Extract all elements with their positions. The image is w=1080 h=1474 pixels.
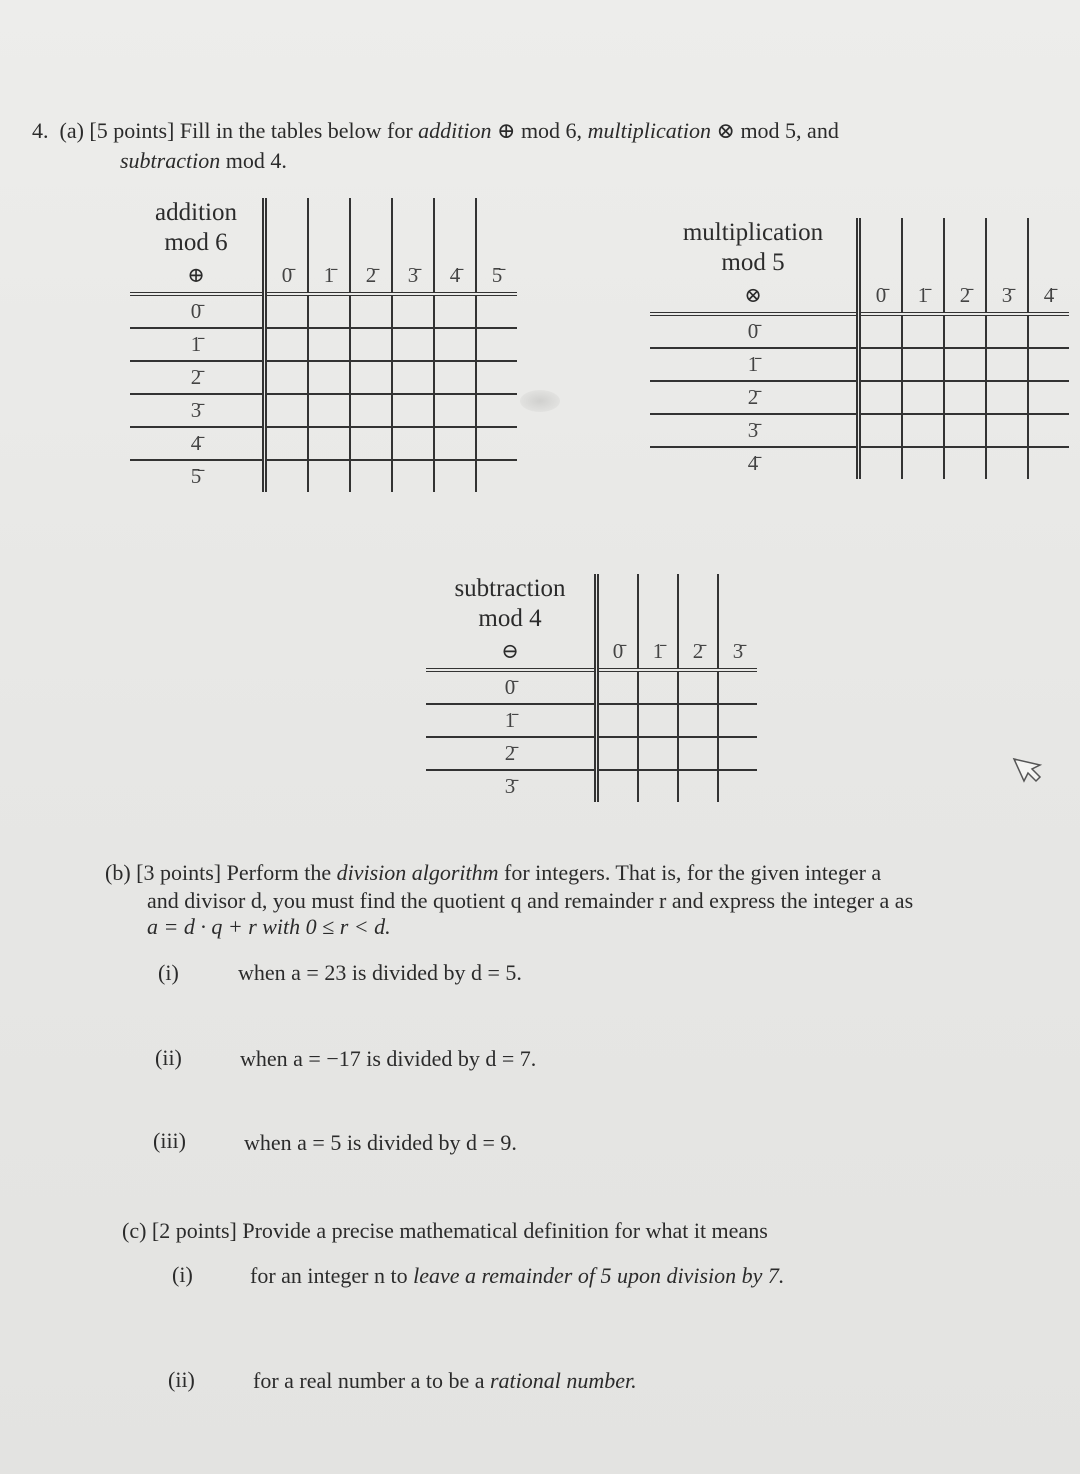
multiplication-col-header: 4̄ bbox=[1043, 282, 1055, 307]
multiplication-answer-cell[interactable] bbox=[1028, 348, 1069, 381]
multiplication-answer-cell[interactable] bbox=[859, 348, 903, 381]
subtraction-answer-cell[interactable] bbox=[638, 770, 678, 802]
multiplication-row-header: 3̄ bbox=[747, 418, 759, 442]
part-c-intro: Provide a precise mathematical definition for what it means bbox=[242, 1218, 768, 1243]
subtraction-answer-cell[interactable] bbox=[678, 770, 718, 802]
addition-answer-cell[interactable] bbox=[392, 427, 434, 460]
part-b-item-2-text: when a = −17 is divided by d = 7. bbox=[240, 1046, 537, 1071]
subtraction-answer-cell[interactable] bbox=[638, 670, 678, 704]
part-b-points: [3 points] bbox=[136, 860, 222, 885]
subtraction-grid bbox=[426, 574, 757, 802]
part-b-line3: a = d · q + r with 0 ≤ r < d. bbox=[147, 914, 391, 939]
multiplication-answer-cell[interactable] bbox=[902, 348, 944, 381]
subtraction-answer-cell[interactable] bbox=[678, 737, 718, 770]
addition-answer-cell[interactable] bbox=[434, 328, 476, 361]
part-a-label: (a) bbox=[59, 118, 84, 143]
part-b-text-a: Perform the bbox=[226, 860, 332, 885]
multiplication-answer-cell[interactable] bbox=[1028, 414, 1069, 447]
smudge bbox=[520, 390, 560, 412]
addition-title-1: addition bbox=[155, 199, 237, 226]
addition-answer-cell[interactable] bbox=[434, 294, 476, 328]
addition-answer-cell[interactable] bbox=[265, 460, 309, 492]
subtraction-col-header: 3̄ bbox=[732, 638, 744, 663]
addition-answer-cell[interactable] bbox=[476, 460, 517, 492]
addition-grid bbox=[130, 198, 517, 492]
addition-answer-cell[interactable] bbox=[392, 361, 434, 394]
addition-answer-cell[interactable] bbox=[476, 328, 517, 361]
subtraction-answer-cell[interactable] bbox=[678, 704, 718, 737]
subtraction-col-header: 0̄ bbox=[612, 638, 624, 663]
subtraction-answer-cell[interactable] bbox=[678, 670, 718, 704]
addition-answer-cell[interactable] bbox=[308, 394, 350, 427]
multiplication-col-header: 3̄ bbox=[1001, 282, 1013, 307]
addition-answer-cell[interactable] bbox=[350, 294, 392, 328]
subtraction-answer-cell[interactable] bbox=[597, 770, 639, 802]
part-a-points: [5 points] bbox=[89, 118, 175, 143]
addition-answer-cell[interactable] bbox=[308, 361, 350, 394]
multiplication-row-header: 2̄ bbox=[747, 385, 759, 409]
part-a-text-2: mod 4. bbox=[225, 148, 287, 173]
subtraction-op-symbol-icon: ⊖ bbox=[501, 638, 519, 663]
addition-answer-cell[interactable] bbox=[350, 427, 392, 460]
addition-row-header: 3̄ bbox=[190, 398, 202, 422]
subtraction-answer-cell[interactable] bbox=[718, 704, 757, 737]
addition-answer-cell[interactable] bbox=[392, 460, 434, 492]
part-b-text-b: for integers. That is, for the given integer a bbox=[504, 860, 882, 885]
multiplication-answer-cell[interactable] bbox=[986, 414, 1028, 447]
multiplication-grid bbox=[650, 218, 1069, 479]
addition-answer-cell[interactable] bbox=[350, 361, 392, 394]
addition-answer-cell[interactable] bbox=[350, 328, 392, 361]
multiplication-answer-cell[interactable] bbox=[902, 314, 944, 348]
addition-answer-cell[interactable] bbox=[308, 460, 350, 492]
subtraction-row-header: 0̄ bbox=[504, 675, 516, 699]
addition-col-header: 3̄ bbox=[407, 262, 419, 287]
part-c-item-1-num: (i) bbox=[172, 1262, 193, 1287]
subtraction-word: subtraction bbox=[120, 148, 221, 173]
multiplication-answer-cell[interactable] bbox=[859, 447, 903, 479]
multiplication-answer-cell[interactable] bbox=[1028, 447, 1069, 479]
addition-answer-cell[interactable] bbox=[265, 427, 309, 460]
addition-answer-cell[interactable] bbox=[265, 328, 309, 361]
multiplication-answer-cell[interactable] bbox=[902, 414, 944, 447]
multiplication-title-1: multiplication bbox=[682, 219, 824, 246]
addition-answer-cell[interactable] bbox=[265, 361, 309, 394]
subtraction-answer-cell[interactable] bbox=[638, 737, 678, 770]
addition-row-header: 2̄ bbox=[190, 365, 202, 389]
addition-col-header: 1̄ bbox=[323, 262, 335, 287]
subtraction-title-2: mod 4 bbox=[478, 605, 542, 632]
multiplication-answer-cell[interactable] bbox=[859, 381, 903, 414]
part-b-line1 bbox=[105, 860, 881, 886]
multiplication-col-header: 2̄ bbox=[959, 282, 971, 307]
part-c-item-1-text-em: leave a remainder of 5 upon division by 7. bbox=[413, 1263, 785, 1288]
multiplication-answer-cell[interactable] bbox=[902, 447, 944, 479]
addition-answer-cell[interactable] bbox=[434, 394, 476, 427]
addition-word: addition bbox=[418, 118, 492, 143]
addition-answer-cell[interactable] bbox=[434, 460, 476, 492]
multiplication-answer-cell[interactable] bbox=[859, 314, 903, 348]
part-b-item-3-text: when a = 5 is divided by d = 9. bbox=[244, 1130, 517, 1155]
part-b-line2: and divisor d, you must find the quotient q and remainder r and express the integer a as bbox=[147, 888, 914, 913]
multiplication-answer-cell[interactable] bbox=[902, 381, 944, 414]
multiplication-answer-cell[interactable] bbox=[986, 348, 1028, 381]
addition-answer-cell[interactable] bbox=[308, 294, 350, 328]
multiplication-symbol-text: ⊗ mod 5, and bbox=[716, 118, 839, 143]
part-b-item-1-num: (i) bbox=[158, 960, 179, 985]
part-c-item-1-text bbox=[250, 1263, 784, 1289]
part-b-item-1-text: when a = 23 is divided by d = 5. bbox=[238, 960, 522, 985]
multiplication-answer-cell[interactable] bbox=[944, 314, 986, 348]
addition-answer-cell[interactable] bbox=[350, 460, 392, 492]
multiplication-row-header: 0̄ bbox=[747, 319, 759, 343]
addition-answer-cell[interactable] bbox=[308, 328, 350, 361]
mouse-cursor-icon bbox=[1010, 755, 1050, 785]
multiplication-answer-cell[interactable] bbox=[944, 414, 986, 447]
part-c-item-1-text-a: for an integer n to bbox=[250, 1263, 408, 1288]
part-c-item-2-num: (ii) bbox=[168, 1367, 195, 1392]
addition-symbol-text: ⊕ mod 6, bbox=[497, 118, 583, 143]
part-c-item-2-text bbox=[253, 1368, 637, 1394]
part-b-label: (b) bbox=[105, 860, 131, 885]
question-number: 4. bbox=[32, 118, 49, 143]
addition-col-header: 4̄ bbox=[449, 262, 461, 287]
addition-answer-cell[interactable] bbox=[308, 427, 350, 460]
subtraction-answer-cell[interactable] bbox=[597, 670, 639, 704]
multiplication-answer-cell[interactable] bbox=[1028, 381, 1069, 414]
addition-row-header: 5̄ bbox=[190, 464, 202, 488]
addition-title-2: mod 6 bbox=[164, 229, 228, 256]
addition-answer-cell[interactable] bbox=[434, 361, 476, 394]
multiplication-col-header: 0̄ bbox=[875, 282, 887, 307]
subtraction-answer-cell[interactable] bbox=[718, 670, 757, 704]
addition-answer-cell[interactable] bbox=[392, 294, 434, 328]
part-c-item-2-text-a: for a real number a to be a bbox=[253, 1368, 485, 1393]
addition-answer-cell[interactable] bbox=[392, 328, 434, 361]
multiplication-answer-cell[interactable] bbox=[859, 414, 903, 447]
question-header-line2 bbox=[120, 148, 287, 174]
multiplication-row-header: 1̄ bbox=[747, 352, 759, 376]
addition-answer-cell[interactable] bbox=[392, 394, 434, 427]
subtraction-answer-cell[interactable] bbox=[638, 704, 678, 737]
subtraction-col-header: 1̄ bbox=[652, 638, 664, 663]
multiplication-op-symbol-icon: ⊗ bbox=[744, 282, 762, 307]
subtraction-answer-cell[interactable] bbox=[718, 770, 757, 802]
addition-op-symbol-icon: ⊕ bbox=[187, 262, 205, 287]
addition-answer-cell[interactable] bbox=[476, 427, 517, 460]
addition-answer-cell[interactable] bbox=[265, 294, 309, 328]
multiplication-answer-cell[interactable] bbox=[986, 381, 1028, 414]
part-b-item-2-num: (ii) bbox=[155, 1045, 182, 1070]
part-c-item-2-text-em: rational number. bbox=[490, 1368, 637, 1393]
subtraction-answer-cell[interactable] bbox=[597, 737, 639, 770]
subtraction-col-header: 2̄ bbox=[692, 638, 704, 663]
subtraction-row-header: 2̄ bbox=[504, 741, 516, 765]
multiplication-answer-cell[interactable] bbox=[944, 381, 986, 414]
addition-row-header: 1̄ bbox=[190, 332, 202, 356]
part-b-item-3-num: (iii) bbox=[153, 1128, 186, 1153]
multiplication-answer-cell[interactable] bbox=[986, 447, 1028, 479]
multiplication-answer-cell[interactable] bbox=[944, 348, 986, 381]
question-header bbox=[32, 118, 839, 144]
subtraction-answer-cell[interactable] bbox=[718, 737, 757, 770]
multiplication-word: multiplication bbox=[587, 118, 712, 143]
addition-answer-cell[interactable] bbox=[476, 294, 517, 328]
multiplication-answer-cell[interactable] bbox=[1028, 314, 1069, 348]
addition-answer-cell[interactable] bbox=[476, 394, 517, 427]
addition-row-header: 4̄ bbox=[190, 431, 202, 455]
division-algorithm-term: division algorithm bbox=[336, 860, 499, 885]
multiplication-col-header: 1̄ bbox=[917, 282, 929, 307]
subtraction-answer-cell[interactable] bbox=[597, 704, 639, 737]
multiplication-row-header: 4̄ bbox=[747, 451, 759, 475]
addition-col-header: 5̄ bbox=[491, 262, 503, 287]
addition-answer-cell[interactable] bbox=[434, 427, 476, 460]
subtraction-row-header: 1̄ bbox=[504, 708, 516, 732]
subtraction-row-header: 3̄ bbox=[504, 774, 516, 798]
part-c-points: [2 points] bbox=[151, 1218, 237, 1243]
subtraction-title-1: subtraction bbox=[454, 575, 566, 602]
multiplication-answer-cell[interactable] bbox=[986, 314, 1028, 348]
addition-answer-cell[interactable] bbox=[476, 361, 517, 394]
part-c-line1 bbox=[122, 1218, 768, 1244]
part-a-text: Fill in the tables below for bbox=[179, 118, 413, 143]
multiplication-title-2: mod 5 bbox=[721, 249, 785, 276]
addition-col-header: 0̄ bbox=[281, 262, 293, 287]
addition-answer-cell[interactable] bbox=[265, 394, 309, 427]
addition-answer-cell[interactable] bbox=[350, 394, 392, 427]
part-c-label: (c) bbox=[122, 1218, 147, 1243]
addition-col-header: 2̄ bbox=[365, 262, 377, 287]
addition-row-header: 0̄ bbox=[190, 299, 202, 323]
multiplication-answer-cell[interactable] bbox=[944, 447, 986, 479]
